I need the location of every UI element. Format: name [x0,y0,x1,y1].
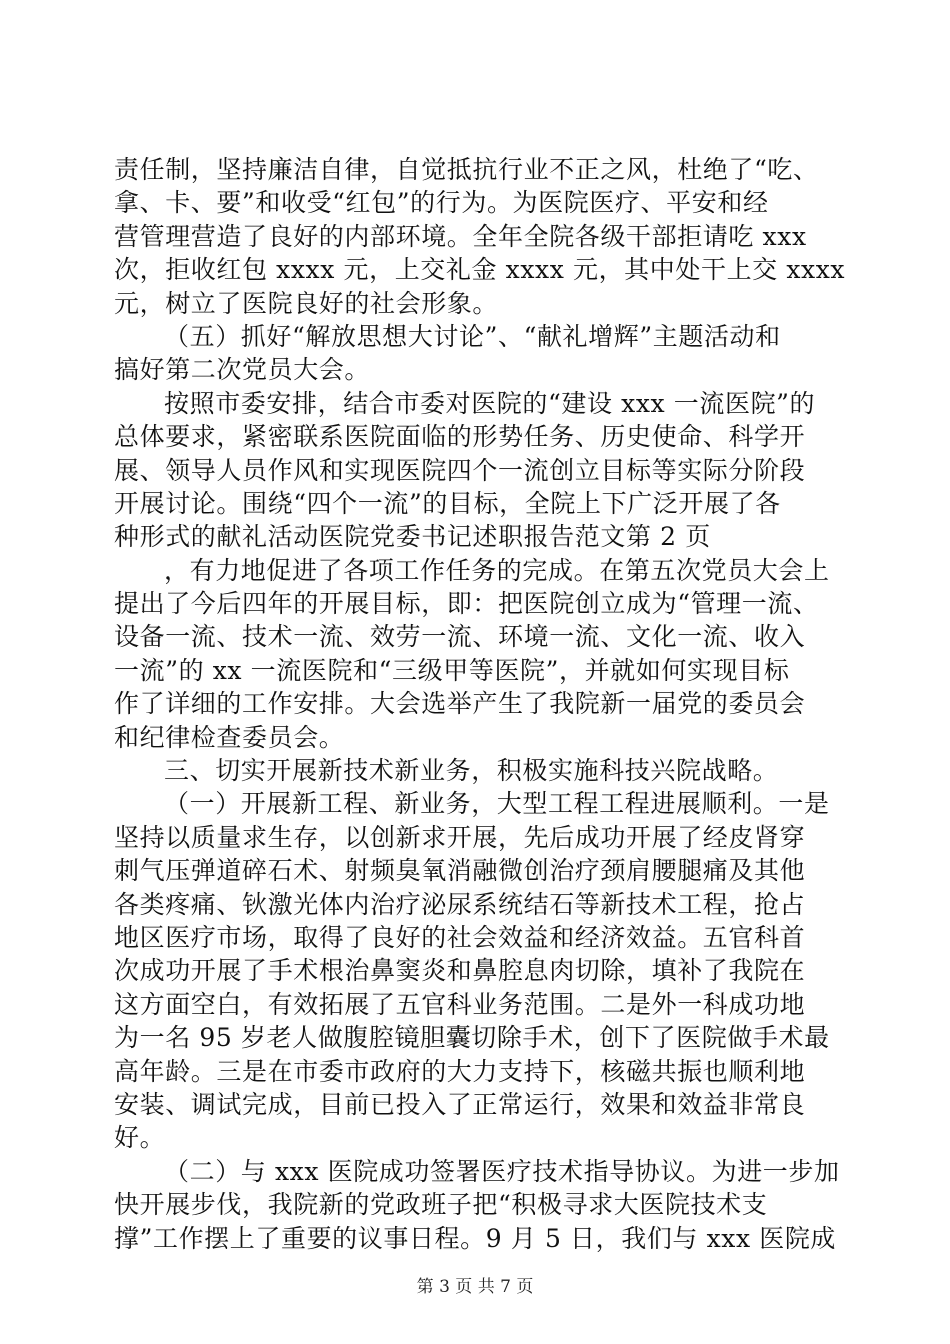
text-line: 责任制，坚持廉洁自律，自觉抵抗行业不正之风，杜绝了“吃、 [114,155,819,184]
text-line: 作了详细的工作安排。大会选举产生了我院新一届党的委员会 [114,689,806,719]
section-heading-5: （五）抓好“解放思想大讨论”、“献礼增辉”主题活动和 [164,321,781,351]
text-line: 好。 [114,1123,166,1153]
text-line: 提出了今后四年的开展目标，即：把医院创立成为“管理一流、 [114,589,819,619]
text-line: 拿、卡、要”和收受“红包”的行为。为医院医疗、平安和经 [114,188,769,218]
text-line: 撑”工作摆上了重要的议事日程。9 月 5 日，我们与 xxx 医院成 [114,1223,837,1253]
text-line: 安装、调试完成，目前已投入了正常运行，效果和效益非常良 [114,1089,806,1119]
paragraph-start: ，有力地促进了各项工作任务的完成。在第五次党员大会上 [164,555,830,585]
paragraph-start: 按照市委安排，结合市委对医院的“建设 xxx 一流医院”的 [164,388,816,418]
text-line: 一流”的 xx 一流医院和“三级甲等医院”，并就如何实现目标 [114,655,790,685]
text-line: 设备一流、技术一流、效劳一流、环境一流、文化一流、收入 [114,622,806,652]
section-heading-3: 三、切实开展新技术新业务，积极实施科技兴院战略。 [164,756,779,786]
text-line: 地区医疗市场，取得了良好的社会效益和经济效益。五官科首 [114,922,806,952]
text-line: 种形式的献礼活动医院党委书记述职报告范文第 2 页 [114,522,711,552]
text-line: 高年龄。三是在市委市政府的大力支持下，核磁共振也顺利地 [114,1056,806,1086]
text-line: 和纪律检查委员会。 [114,722,345,752]
text-line: 次，拒收红包 xxxx 元，上交礼金 xxxx 元，其中处干上交 xxxx [114,255,846,285]
text-line: 快开展步伐，我院新的党政班子把“积极寻求大医院技术支 [114,1190,768,1220]
subsection-heading-2: （二）与 xxx 医院成功签署医疗技术指导协议。为进一步加 [164,1156,840,1186]
text-line: 展、领导人员作风和实现医院四个一流创立目标等实际分阶段 [114,455,806,485]
text-line: 搞好第二次党员大会。 [114,355,371,385]
text-line: 营管理营造了良好的内部环境。全年全院各级干部拒请吃 xxx [114,221,807,251]
text-line: 为一名 95 岁老人做腹腔镜胆囊切除手术，创下了医院做手术最 [114,1023,830,1053]
text-line: 各类疼痛、钬激光体内治疗泌尿系统结石等新技术工程，抢占 [114,889,806,919]
text-line: 开展讨论。围绕“四个一流”的目标，全院上下广泛开展了各 [114,488,781,518]
text-line: 元，树立了医院良好的社会形象。 [114,288,499,318]
text-line: 总体要求，紧密联系医院面临的形势任务、历史使命、科学开 [114,422,806,452]
text-line: 次成功开展了手术根治鼻窦炎和鼻腔息肉切除，填补了我院在 [114,956,806,986]
text-line: 坚持以质量求生存，以创新求开展，先后成功开展了经皮肾穿 [114,822,806,852]
page-number: 第 3 页 共 7 页 [416,1277,534,1297]
subsection-heading-1: （一）开展新工程、新业务，大型工程工程进展顺利。一是 [164,789,830,819]
text-line: 这方面空白，有效拓展了五官科业务范围。二是外一科成功地 [114,989,806,1019]
body-text [114,153,844,1255]
text-line: 刺气压弹道碎石术、射频臭氧消融微创治疗颈肩腰腿痛及其他 [114,856,806,886]
page-footer [0,1272,950,1297]
